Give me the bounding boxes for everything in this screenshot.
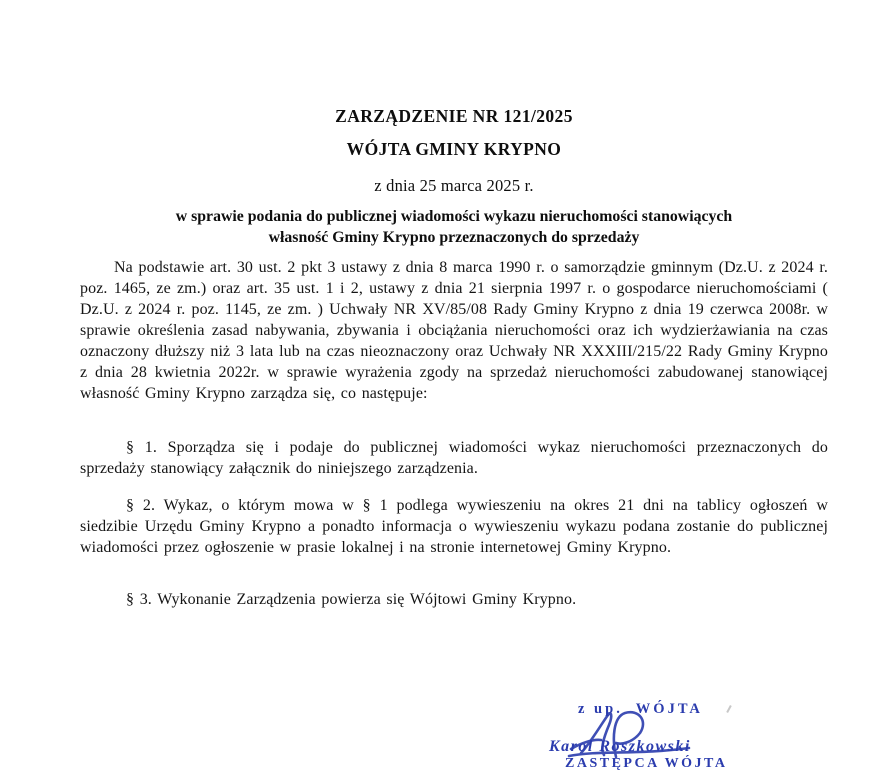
document-heading — [80, 106, 828, 248]
section-paragraph-3: § 3. Wykonanie Zarządzenia powierza się Wójtowi Gminy Krypno. — [126, 591, 577, 608]
authorization-line: z up. WÓJTA — [578, 701, 703, 717]
signer-title: ZASTĘPCA WÓJTA — [565, 756, 728, 771]
signature-stamp — [545, 699, 785, 779]
subject-line-1: w sprawie podania do publicznej wiadomości wykazu nieruchomości stanowiących — [175, 208, 733, 225]
issuer-title: WÓJTA GMINY KRYPNO — [346, 139, 562, 159]
section-paragraph-1: § 1. Sporządza się i podaje do publicznej wiadomości wykaz nieruchomości przeznaczonych do sprzedaży stanowiący załącznik do niniejszego zarządzenia. — [80, 439, 828, 477]
document-body — [80, 106, 828, 610]
subject-line-2: własność Gminy Krypno przeznaczonych do sprzedaży — [268, 229, 640, 246]
section-paragraph-2: § 2. Wykaz, o którym mowa w § 1 podlega wywieszeniu na okres 21 dni na tablicy ogłoszeń w siedzibie Urzędu Gminy Krypno a ponadto informacja o wywieszeniu wykazu podana zostanie do publicznej wiadomości przez ogłoszenie w prasie lokalnej i na stronie internetowej Gminy Krypno. — [80, 497, 828, 556]
preamble-paragraph: Na podstawie art. 30 ust. 2 pkt 3 ustawy z dnia 8 marca 1990 r. o samorządzie gminnym (Dz.U. z 2024 r. poz. 1465, ze zm.) oraz art. 35 ust. 1 i 2, ustawy z dnia 21 sierpnia 1997 r. o gospodarce nieruchomościami ( Dz.U. z 2024 r. poz. 1145, ze zm. ) Uchwały NR XV/85/08 Rady Gminy Krypno z dnia 19 czerwca 2008r. w sprawie określenia zasad nabywania, zbywania i obciążania nieruchomości oraz ich wydzierżawiania na czas oznaczony dłuższy niż 3 lata lub na czas nieoznaczony oraz Uchwały NR XXXIII/215/22 Rady Gminy Krypno z dnia 28 kwietnia 2022r. w sprawie wyrażenia zgody na sprzedaż nieruchomości zabudowanej stanowiącej własność Gminy Krypno zarządza się, co następuje: — [80, 259, 828, 402]
subject-block — [80, 206, 828, 248]
document-date: z dnia 25 marca 2025 r. — [374, 176, 534, 195]
order-number-title: ZARZĄDZENIE NR 121/2025 — [335, 106, 573, 126]
signer-name: Karol Roszkowski — [549, 738, 691, 755]
